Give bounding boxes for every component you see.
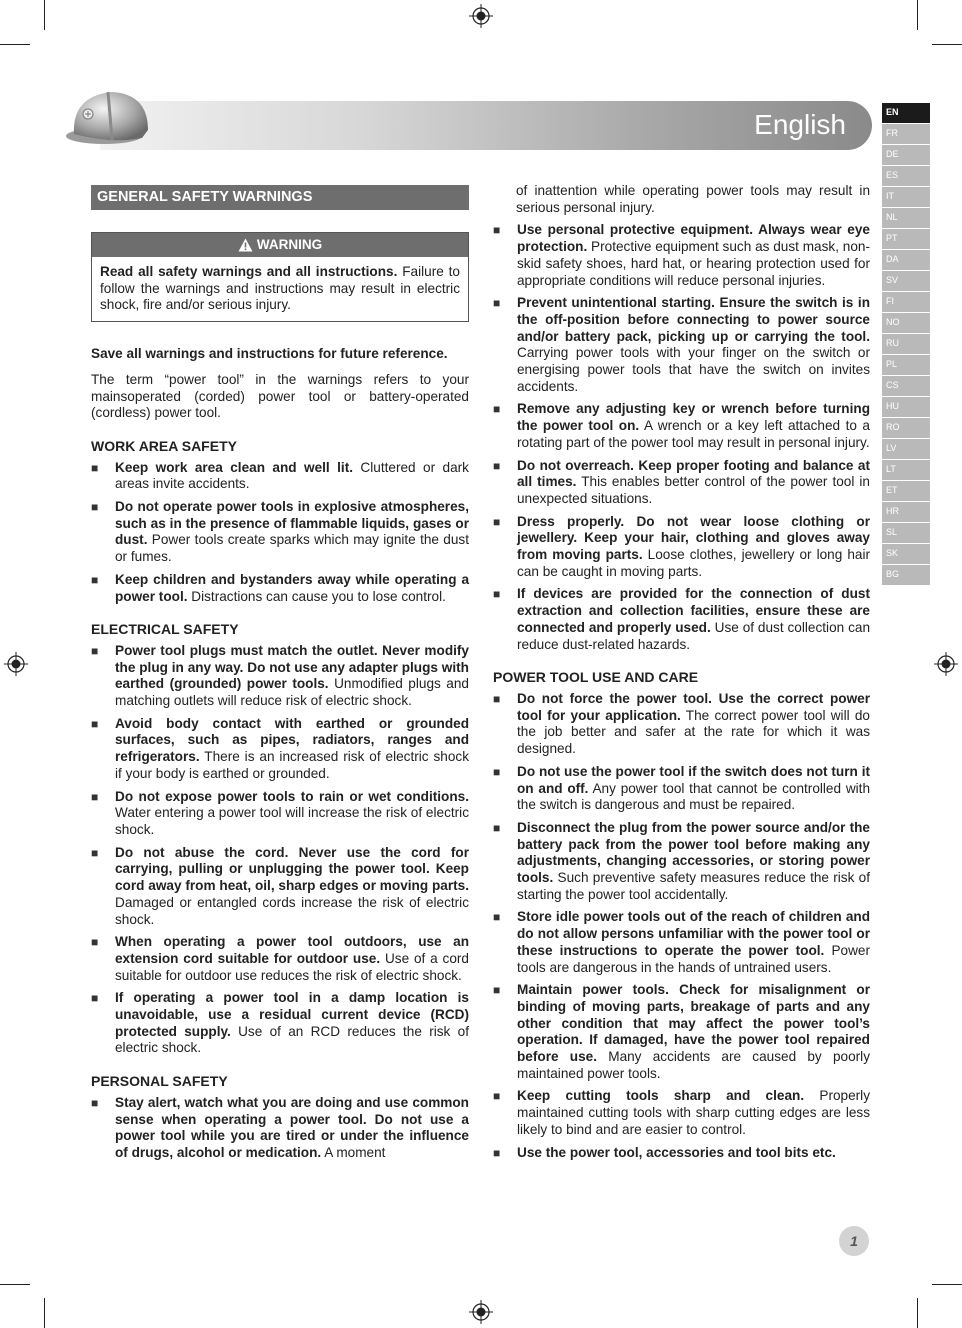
language-title: English [754, 109, 846, 140]
list-item: ■ Dress properly. Do not wear loose clothing or jewellery. Keep your hair, clothing and gloves away from moving parts. Loose clothes, jewellery or long hair can be caught in moving parts. [493, 513, 870, 579]
language-tab[interactable]: DA [882, 250, 930, 270]
language-tab[interactable]: SL [882, 523, 930, 543]
bullet-icon: ■ [493, 820, 501, 835]
save-note: Save all warnings and instructions for future reference. [91, 346, 448, 362]
bullet-icon: ■ [91, 572, 99, 587]
list-item: ■ If operating a power tool in a damp location is unavoidable, use a residual current device (RCD) protected supply. Use of an RCD reduces the risk of electric shock. [91, 990, 469, 1056]
list-item: ■ Use personal protective equipment. Always wear eye protection. Protective equipment such as dust mask, non-skid safety shoes, hard hat, or hearing protection used for appropriate conditions will reduce personal injuries. [493, 222, 870, 288]
list-item: ■ Keep cutting tools sharp and clean. Properly maintained cutting tools with sharp cutting edges are less likely to bind and are easier to control. [493, 1088, 870, 1137]
language-tab[interactable]: NO [882, 313, 930, 333]
language-tab[interactable]: ET [882, 481, 930, 501]
list-item: ■ Stay alert, watch what you are doing and use common sense when operating a power tool. Do not use a power tool while you are tired or under the influence of drugs, alcohol or medication. A moment [91, 1094, 469, 1160]
list-item: ■ When operating a power tool outdoors, use an extension cord suitable for outdoor use. Use of a cord suitable for outdoor use reduces the risk of electric shock. [91, 934, 469, 983]
safety-helmet-icon [62, 74, 162, 154]
list-item: ■ Disconnect the plug from the power source and/or the battery pack from the power tool before making any adjustments, changing accessories, or storing power tools. Such preventive safety measures reduce the risk of starting the power tool accidentally. [493, 819, 870, 902]
list-item: ■ Do not abuse the cord. Never use the cord for carrying, pulling or unplugging the power tool. Keep cord away from heat, oil, sharp edges or moving parts. Damaged or entangled cords increase the risk of electric shock. [91, 844, 469, 927]
list-item: ■ Do not use the power tool if the switch does not turn it on and off. Any power tool that cannot be controlled with the switch is dangerous and must be repaired. [493, 763, 870, 813]
crop-mark [44, 1298, 45, 1328]
bullet-icon: ■ [91, 643, 99, 658]
bullet-icon: ■ [91, 789, 99, 804]
list-item: ■ Prevent unintentional starting. Ensure the switch is in the off-position before connecting to power source and/or battery pack, picking up or carrying the tool. Carrying power tools with your finger on the switch or energising power tools that have the switch on invites accidents. [493, 295, 870, 394]
language-tab[interactable]: RU [882, 334, 930, 354]
bullet-icon: ■ [91, 935, 99, 950]
bullet-icon: ■ [493, 1145, 501, 1160]
list-item: ■ Maintain power tools. Check for misalignment or binding of moving parts, breakage of parts and any other condition that may affect the power tool’s operation. If damaged, have the power tool repaired before use. Many accidents are caused by poorly maintained power tools. [493, 982, 870, 1081]
language-tab[interactable]: BG [882, 565, 930, 585]
list-item: ■ Store idle power tools out of the reach of children and do not allow persons unfamiliar with the power tool or these instructions to operate the power tool. Power tools are dangerous in the hands of untrained users. [493, 909, 871, 975]
language-tabs [882, 103, 930, 586]
list-item: ■ Keep work area clean and well lit. Cluttered or dark areas invite accidents. [91, 459, 469, 492]
bullet-icon: ■ [493, 983, 501, 998]
bullet-icon: ■ [493, 402, 501, 417]
language-tab[interactable]: PT [882, 229, 930, 249]
bullet-icon: ■ [493, 296, 501, 311]
bullet-icon: ■ [493, 514, 501, 529]
power-tool-list [493, 691, 870, 1161]
warning-body: Failure to follow the warnings and instructions may result in electric shock, fire and/or serious injury. [100, 264, 460, 313]
language-tab[interactable]: SK [882, 544, 930, 564]
language-tab[interactable]: HR [882, 502, 930, 522]
warning-bold: Read all safety warnings and all instructions. [100, 264, 398, 279]
list-item: ■ If devices are provided for the connection of dust extraction and collection facilities, ensure these are connected and properly used. Use of dust collection can reduce dust-related hazards. [493, 586, 870, 652]
bullet-icon: ■ [91, 500, 99, 515]
bullet-icon: ■ [91, 845, 99, 860]
language-tab[interactable]: ES [882, 166, 930, 186]
personal-list-continued [493, 222, 870, 653]
language-tab[interactable]: NL [882, 208, 930, 228]
work-area-heading: WORK AREA SAFETY [91, 437, 237, 454]
bullet-icon: ■ [493, 910, 501, 925]
bullet-icon: ■ [91, 1095, 99, 1110]
electrical-list [91, 643, 469, 1057]
continued-text: of inattention while operating power tools may result in serious personal injury. [516, 183, 870, 215]
language-tab[interactable]: LV [882, 439, 930, 459]
list-item: ■ Avoid body contact with earthed or grounded surfaces, such as pipes, radiators, ranges and refrigerators. There is an increased risk of electric shock if your body is earthed or grounded. [91, 715, 469, 781]
crop-mark [44, 0, 45, 30]
bullet-icon: ■ [91, 991, 99, 1006]
bullet-icon: ■ [91, 716, 99, 731]
list-item: ■ Use the power tool, accessories and tool bits etc. [493, 1144, 836, 1160]
crop-mark [917, 1298, 918, 1328]
personal-list [91, 1095, 469, 1162]
language-tab[interactable]: PL [882, 355, 930, 375]
work-area-list [91, 460, 469, 606]
registration-mark-icon [469, 1300, 493, 1324]
bullet-icon: ■ [91, 460, 99, 475]
page-number: 1 [839, 1226, 869, 1256]
bullet-icon: ■ [493, 223, 501, 238]
language-tab[interactable]: FR [882, 124, 930, 144]
list-item: ■ Do not force the power tool. Use the correct power tool for your application. The correct power tool will do the job better and safer at the rate for which it was designed. [493, 690, 870, 757]
crop-mark [932, 1284, 962, 1285]
language-tab[interactable]: LT [882, 460, 930, 480]
bullet-icon: ■ [493, 1089, 501, 1104]
crop-mark [917, 0, 918, 30]
language-tab[interactable]: EN [882, 103, 930, 123]
list-item: ■ Do not overreach. Keep proper footing and balance at all times. This enables better control of the power tool in unexpected situations. [493, 457, 870, 506]
left-column [91, 183, 469, 1168]
crop-mark [0, 44, 30, 45]
bullet-icon: ■ [493, 691, 501, 706]
crop-mark [0, 1284, 30, 1285]
warning-box [91, 232, 469, 322]
registration-mark-icon [469, 4, 493, 28]
electrical-heading: ELECTRICAL SAFETY [91, 621, 239, 638]
warning-header [92, 233, 468, 257]
registration-mark-icon [4, 652, 28, 676]
bullet-icon: ■ [493, 587, 501, 602]
right-column [493, 183, 870, 1167]
language-tab[interactable]: CS [882, 376, 930, 396]
registration-mark-icon [934, 652, 958, 676]
list-item: ■ Keep children and bystanders away while operating a power tool. Distractions can cause you to lose control. [91, 571, 469, 604]
bullet-icon: ■ [493, 764, 501, 779]
list-item: ■ Do not operate power tools in explosive atmospheres, such as in the presence of flammable liquids, gases or dust. Power tools create sparks which may ignite the dust or fumes. [91, 499, 469, 565]
crop-mark [932, 44, 962, 45]
language-tab[interactable]: DE [882, 145, 930, 165]
language-tab[interactable]: SV [882, 271, 930, 291]
language-tab[interactable]: IT [882, 187, 930, 207]
language-tab[interactable]: RO [882, 418, 930, 438]
warning-triangle-icon [238, 238, 253, 252]
personal-heading: PERSONAL SAFETY [91, 1073, 228, 1090]
language-tab[interactable]: HU [882, 397, 930, 417]
language-tab[interactable]: FI [882, 292, 930, 312]
header-band [100, 101, 872, 150]
list-item: ■ Power tool plugs must match the outlet. Never modify the plug in any way. Do not use any adapter plugs with earthed (grounded) power tools. Unmodified plugs and matching outlets will reduce risk of electric shock. [91, 642, 469, 709]
warning-text [92, 257, 468, 321]
power-tool-heading: POWER TOOL USE AND CARE [493, 669, 699, 686]
warning-label: WARNING [256, 237, 323, 252]
section-title: GENERAL SAFETY WARNINGS [91, 185, 469, 210]
bullet-icon: ■ [493, 458, 501, 473]
list-item: ■ Remove any adjusting key or wrench before turning the power tool on. A wrench or a key left attached to a rotating part of the power tool may result in personal injury. [493, 401, 870, 450]
intro-paragraph: The term “power tool” in the warnings refers to your mainsoperated (corded) power tool or battery-operated (cordless) power tool. [91, 371, 469, 421]
list-item: ■ Do not expose power tools to rain or wet conditions. Water entering a power tool will increase the risk of electric shock. [91, 788, 469, 837]
